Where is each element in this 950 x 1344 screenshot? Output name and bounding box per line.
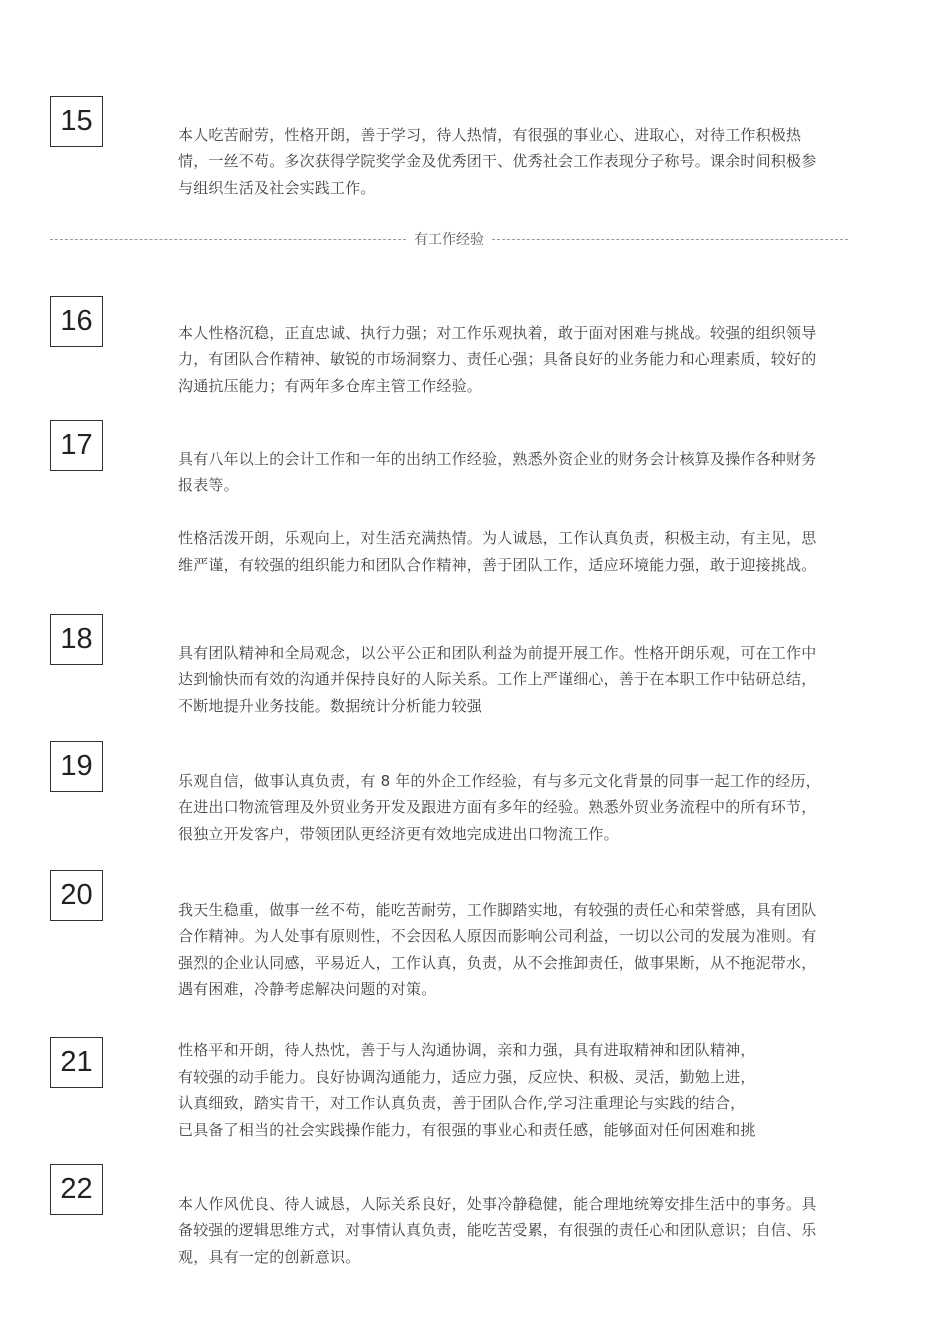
entry-description xyxy=(178,1164,823,1297)
entry-paragraph: 本人性格沉稳，正直忠诚、执行力强；对工作乐观执着，敢于面对困难与挑战。较强的组织领导力，有团队合作精神、敏锐的市场洞察力、责任心强；具备良好的业务能力和心理素质，较好的沟通抗压能力；有两年多仓库主管工作经验。 xyxy=(178,323,817,395)
entry-paragraph: 本人作风优良、待人诚恳，人际关系良好，处事冷静稳健，能合理地统筹安排生活中的事务。具备较强的逻辑思维方式，对事情认真负责，能吃苦受累，有很强的责任心和团队意识；自信、乐观，具有一定的创新意识。 xyxy=(178,1194,817,1266)
entry-paragraph: 具有团队精神和全局观念，以公平公正和团队利益为前提开展工作。性格开朗乐观，可在工作中达到愉快而有效的沟通并保持良好的人际关系。工作上严谨细心，善于在本职工作中钻研总结，不断地提升业务技能。数据统计分析能力较强 xyxy=(178,643,817,715)
entry-paragraph: 性格活泼开朗，乐观向上，对生活充满热情。为人诚恳，工作认真负责，积极主动，有主见，思维严谨，有较强的组织能力和团队合作精神，善于团队工作，适应环境能力强，敢于迎接挑战。 xyxy=(178,529,817,574)
divider-line-left xyxy=(50,239,406,240)
entry-number-box: 15 xyxy=(50,96,103,147)
entry-number-box: 20 xyxy=(50,870,103,921)
entry-number-box: 16 xyxy=(50,296,103,347)
entry-number-box: 21 xyxy=(50,1037,103,1088)
entry-number-box: 18 xyxy=(50,614,103,665)
section-label: 有工作经验 xyxy=(414,232,484,248)
entry-paragraph: 具有八年以上的会计工作和一年的出纳工作经验，熟悉外资企业的财务会计核算及操作各种财务报表等。 xyxy=(178,449,817,494)
entry-description xyxy=(178,293,823,426)
entry-number-box: 22 xyxy=(50,1164,103,1215)
divider-line-right xyxy=(492,239,848,240)
entry-number-box: 17 xyxy=(50,420,103,471)
entry-line: 已具备了相当的社会实践操作能力，有很强的事业心和责任感，能够面对任何困难和挑 xyxy=(178,1120,756,1139)
entry-line: 性格平和开朗，待人热忱，善于与人沟通协调，亲和力强，具有进取精神和团队精神， xyxy=(178,1041,756,1059)
entry-description xyxy=(178,1037,823,1143)
entry-description xyxy=(178,870,823,1029)
entry-description xyxy=(178,419,823,605)
entry-line: 认真细致，踏实肯干，对工作认真负责，善于团队合作,学习注重理论与实践的结合， xyxy=(178,1094,746,1112)
entry-number-box: 19 xyxy=(50,741,103,792)
entry-paragraph: 我天生稳重，做事一丝不苟，能吃苦耐劳，工作脚踏实地，有较强的责任心和荣誉感，具有团队合作精神。为人处事有原则性，不会因私人原因而影响公司利益，一切以公司的发展为准则。有强烈的企业认同感，平易近人，工作认真，负责，从不会推卸责任，做事果断，从不拖泥带水，遇有困难，冷静考虑解决问题的对策。 xyxy=(178,900,817,998)
entry-line: 有较强的动手能力。良好协调沟通能力，适应力强，反应快、积极、灵活，勤勉上进， xyxy=(178,1067,756,1086)
entry-description xyxy=(178,613,823,746)
entry-description xyxy=(178,95,823,228)
entry-paragraph: 乐观自信，做事认真负责，有 8 年的外企工作经验，有与多元文化背景的同事一起工作的经历，在进出口物流管理及外贸业务开发及跟进方面有多年的经验。熟悉外贸业务流程中的所有环节，很独立开发客户，带领团队更经济更有效地完成进出口物流工作。 xyxy=(178,771,821,843)
section-divider xyxy=(50,229,848,249)
entry-paragraph: 本人吃苦耐劳，性格开朗，善于学习，待人热情，有很强的事业心、进取心，对待工作积极热情，一丝不苟。多次获得学院奖学金及优秀团干、优秀社会工作表现分子称号。课余时间积极参与组织生活及社会实践工作。 xyxy=(178,125,817,197)
entry-description xyxy=(178,741,823,874)
